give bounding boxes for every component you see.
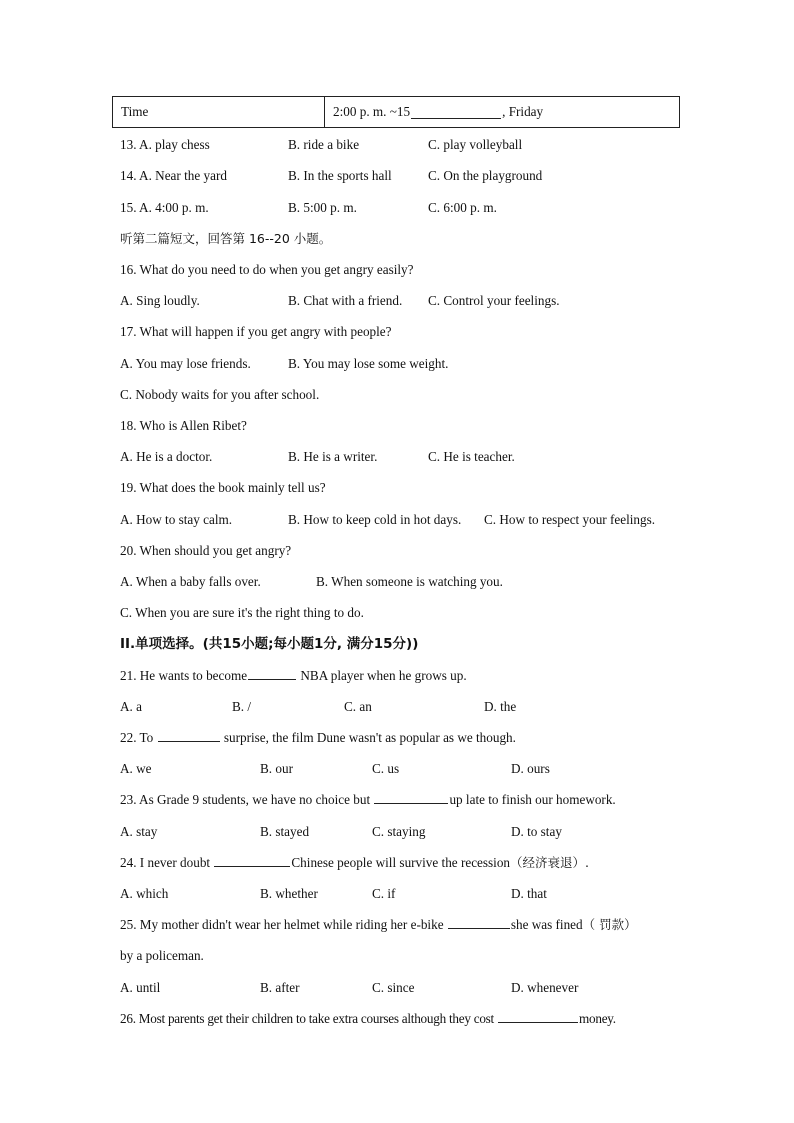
q22-stem bbox=[120, 729, 516, 747]
q25-stem-line2: by a policeman. bbox=[120, 948, 204, 963]
q23-option-d[interactable]: D. to stay bbox=[511, 824, 562, 839]
q21-option-b[interactable]: B. / bbox=[232, 699, 252, 714]
q25-stem bbox=[120, 916, 637, 934]
q25-option-a[interactable]: A. until bbox=[120, 980, 161, 995]
q23-stem bbox=[120, 791, 616, 809]
q22-stem-post: surprise, the film Dune wasn't as popular as we though. bbox=[220, 730, 516, 745]
q26-stem bbox=[120, 1010, 616, 1028]
table-value-suffix: , Friday bbox=[502, 104, 544, 119]
q16-option-b[interactable]: B. Chat with a friend. bbox=[288, 293, 403, 308]
answer-blank[interactable] bbox=[214, 854, 290, 867]
q21-option-a[interactable]: A. a bbox=[120, 699, 142, 714]
answer-blank[interactable] bbox=[448, 916, 510, 929]
q25-option-b[interactable]: B. after bbox=[260, 980, 300, 995]
q23-stem-pre: 23. As Grade 9 students, we have no choice but bbox=[120, 792, 374, 807]
q22-option-a[interactable]: A. we bbox=[120, 761, 152, 776]
q26-stem-post: money. bbox=[579, 1011, 616, 1026]
q19-option-c[interactable]: C. How to respect your feelings. bbox=[484, 512, 656, 527]
q23-stem-post: up late to finish our homework. bbox=[449, 792, 616, 807]
q25-stem-cn: （ 罚款） bbox=[582, 917, 637, 932]
q16-option-a[interactable]: A. Sing loudly. bbox=[120, 293, 200, 308]
q19-stem: 19. What does the book mainly tell us? bbox=[120, 480, 326, 495]
q20-option-a[interactable]: A. When a baby falls over. bbox=[120, 574, 261, 589]
q13-option-a[interactable]: 13. A. play chess bbox=[120, 137, 210, 152]
q17-option-c[interactable]: C. Nobody waits for you after school. bbox=[120, 387, 320, 402]
q21-option-d[interactable]: D. the bbox=[484, 699, 517, 714]
answer-blank[interactable] bbox=[248, 667, 296, 680]
q15-option-b[interactable]: B. 5:00 p. m. bbox=[288, 200, 357, 215]
answer-blank[interactable] bbox=[498, 1010, 578, 1023]
q24-stem bbox=[120, 854, 589, 872]
q25-option-c[interactable]: C. since bbox=[372, 980, 415, 995]
q22-stem-pre: 22. To bbox=[120, 730, 157, 745]
table-value-prefix: 2:00 p. m. ~15 bbox=[333, 104, 411, 119]
q17-option-a[interactable]: A. You may lose friends. bbox=[120, 356, 251, 371]
q26-stem-pre: 26. Most parents get their children to take extra courses although they cost bbox=[120, 1011, 497, 1026]
q22-option-d[interactable]: D. ours bbox=[511, 761, 550, 776]
passage-2-instruction: 听第二篇短文，回答第 16--20 小题。 bbox=[120, 231, 332, 246]
q13-option-c[interactable]: C. play volleyball bbox=[428, 137, 523, 152]
q24-stem-post: Chinese people will survive the recession bbox=[291, 855, 511, 870]
q23-option-b[interactable]: B. stayed bbox=[260, 824, 310, 839]
q20-option-c[interactable]: C. When you are sure it's the right thing to do. bbox=[120, 605, 364, 620]
q18-option-b[interactable]: B. He is a writer. bbox=[288, 449, 378, 464]
q24-stem-pre: 24. I never doubt bbox=[120, 855, 214, 870]
q24-option-b[interactable]: B. whether bbox=[260, 886, 318, 901]
q23-option-a[interactable]: A. stay bbox=[120, 824, 158, 839]
q24-option-a[interactable]: A. which bbox=[120, 886, 169, 901]
q24-stem-cn: （经济衰退）. bbox=[510, 855, 590, 870]
q22-option-b[interactable]: B. our bbox=[260, 761, 293, 776]
q23-option-c[interactable]: C. staying bbox=[372, 824, 426, 839]
q25-option-d[interactable]: D. whenever bbox=[511, 980, 579, 995]
q21-stem-pre: 21. He wants to become bbox=[120, 668, 248, 683]
answer-blank[interactable] bbox=[411, 106, 501, 119]
q21-stem-post: NBA player when he grows up. bbox=[297, 668, 467, 683]
q17-stem: 17. What will happen if you get angry with people? bbox=[120, 324, 392, 339]
q13-option-b[interactable]: B. ride a bike bbox=[288, 137, 360, 152]
q25-stem-pre: 25. My mother didn't wear her helmet while riding her e-bike bbox=[120, 917, 447, 932]
answer-blank[interactable] bbox=[158, 729, 220, 742]
q18-option-c[interactable]: C. He is teacher. bbox=[428, 449, 515, 464]
q25-stem-post: she was fined bbox=[510, 917, 583, 932]
q19-option-a[interactable]: A. How to stay calm. bbox=[120, 512, 233, 527]
q22-option-c[interactable]: C. us bbox=[372, 761, 400, 776]
q18-stem: 18. Who is Allen Ribet? bbox=[120, 418, 247, 433]
q15-option-a[interactable]: 15. A. 4:00 p. m. bbox=[120, 200, 209, 215]
q14-option-b[interactable]: B. In the sports hall bbox=[288, 168, 392, 183]
answer-blank[interactable] bbox=[374, 791, 448, 804]
table-value-cell bbox=[325, 97, 679, 127]
q14-option-a[interactable]: 14. A. Near the yard bbox=[120, 168, 227, 183]
q16-option-c[interactable]: C. Control your feelings. bbox=[428, 293, 560, 308]
table-label-cell bbox=[113, 97, 325, 127]
q21-option-c[interactable]: C. an bbox=[344, 699, 372, 714]
q15-option-c[interactable]: C. 6:00 p. m. bbox=[428, 200, 497, 215]
schedule-table bbox=[112, 96, 680, 128]
section-2-heading: II.单项选择。(共15小题;每小题1分, 满分15分)) bbox=[120, 636, 419, 652]
q18-option-a[interactable]: A. He is a doctor. bbox=[120, 449, 213, 464]
table-label: Time bbox=[121, 104, 149, 119]
q24-option-c[interactable]: C. if bbox=[372, 886, 396, 901]
q20-option-b[interactable]: B. When someone is watching you. bbox=[316, 574, 503, 589]
q21-stem bbox=[120, 667, 467, 685]
q17-option-b[interactable]: B. You may lose some weight. bbox=[288, 356, 449, 371]
q19-option-b[interactable]: B. How to keep cold in hot days. bbox=[288, 512, 462, 527]
q24-option-d[interactable]: D. that bbox=[511, 886, 547, 901]
q16-stem: 16. What do you need to do when you get angry easily? bbox=[120, 262, 414, 277]
q14-option-c[interactable]: C. On the playground bbox=[428, 168, 543, 183]
q20-stem: 20. When should you get angry? bbox=[120, 543, 292, 558]
